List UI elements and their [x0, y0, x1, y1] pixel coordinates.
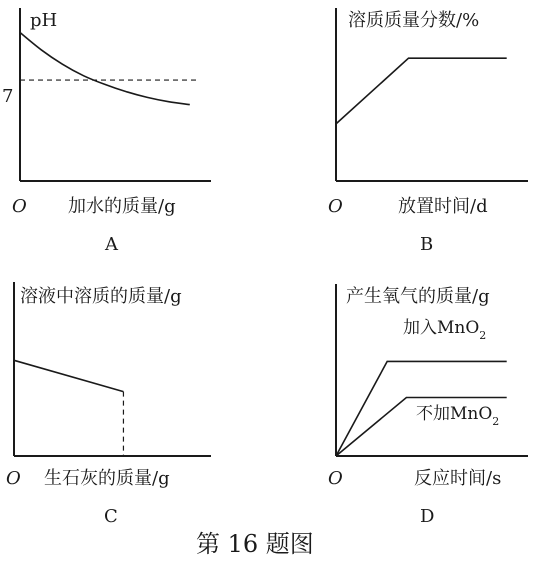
- panel-d-xlabel: 反应时间/s: [414, 468, 502, 489]
- panel-d-ylabel: 产生氧气的质量/g: [346, 286, 490, 307]
- panel-d-annotation-without-mno2: 不加MnO$_2$: [416, 404, 500, 428]
- panel-a-letter: A: [105, 234, 118, 255]
- panel-a-xlabel: 加水的质量/g: [68, 196, 176, 217]
- panel-a-ph-curve: [20, 33, 190, 105]
- figure-caption: 第 16 题图: [196, 530, 314, 558]
- panel-a: [2, 8, 211, 255]
- panel-d-annotation-with-mno2: 加入MnO$_2$: [403, 318, 487, 342]
- panel-a-y-tick-7: 7: [2, 86, 14, 107]
- panel-b-ylabel: 溶质质量分数/%: [348, 10, 480, 31]
- panel-b-letter: B: [420, 234, 434, 255]
- panel-d-letter: D: [420, 506, 435, 527]
- panel-d: [328, 284, 528, 527]
- panel-a-ylabel: pH: [30, 10, 58, 31]
- panel-b-origin: O: [328, 196, 343, 217]
- panel-c-xlabel: 生石灰的质量/g: [44, 468, 170, 489]
- panel-c-origin: O: [6, 468, 21, 489]
- panel-d-origin: O: [328, 468, 343, 489]
- panel-b-xlabel: 放置时间/d: [398, 196, 488, 217]
- panel-b: [328, 8, 528, 255]
- panel-a-origin: O: [12, 196, 27, 217]
- panel-c-letter: C: [104, 506, 118, 527]
- panel-b-series-line: [336, 58, 507, 124]
- panel-c-series-line: [14, 360, 123, 391]
- panel-c-ylabel: 溶液中溶质的质量/g: [20, 286, 182, 307]
- panel-c: [6, 282, 211, 527]
